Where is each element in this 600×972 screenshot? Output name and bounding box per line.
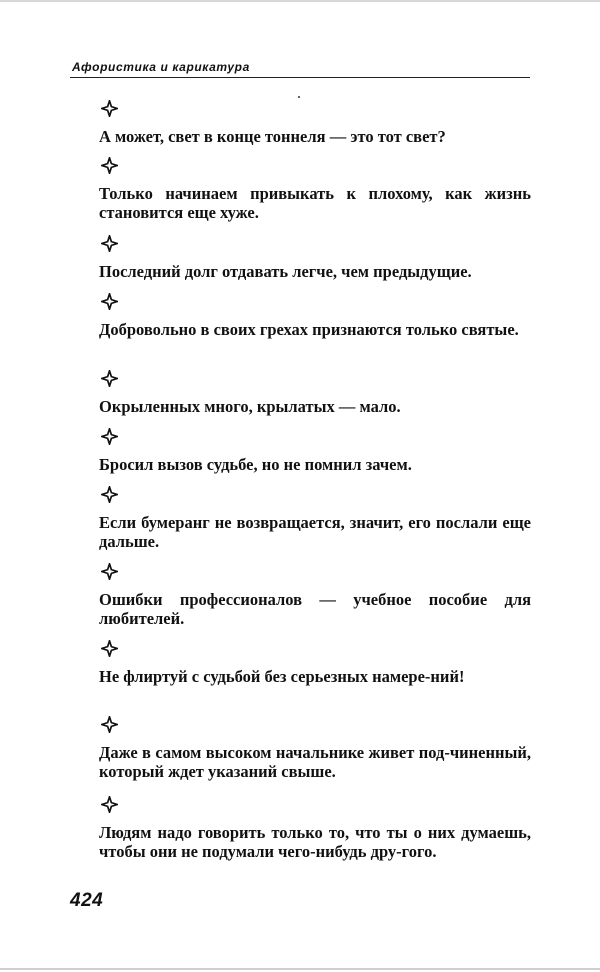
four-point-star-icon <box>101 370 118 387</box>
four-point-star-icon <box>101 428 118 445</box>
scan-speck <box>298 96 300 98</box>
aphorism-entry <box>99 716 531 781</box>
running-title: Афористика и карикатура <box>72 60 250 74</box>
aphorism-text: Окрыленных много, крылатых — мало. <box>99 397 401 416</box>
aphorism-text: Даже в самом высоком начальнике живет под-чиненный, который ждет указаний свыше. <box>99 743 531 781</box>
aphorism-entry <box>99 235 531 281</box>
scan-top-edge <box>0 0 600 2</box>
aphorism-entry <box>99 157 531 222</box>
four-point-star-icon <box>101 235 118 252</box>
aphorism-text: Людям надо говорить только то, что ты о них думаешь, чтобы они не подумали чего-нибудь дру-гого. <box>99 823 531 861</box>
aphorism-entry <box>99 293 531 339</box>
aphorism-text: Если бумеранг не возвращается, значит, его послали еще дальше. <box>99 513 531 551</box>
aphorism-entry <box>99 370 531 416</box>
aphorism-entry <box>99 563 531 628</box>
aphorism-entry <box>99 640 531 686</box>
aphorism-text: Ошибки профессионалов — учебное пособие для любителей. <box>99 590 531 628</box>
aphorism-text: Только начинаем привыкать к плохому, как жизнь становится еще хуже. <box>99 184 531 222</box>
aphorism-entry <box>99 796 531 861</box>
four-point-star-icon <box>101 157 118 174</box>
four-point-star-icon <box>101 100 118 117</box>
four-point-star-icon <box>101 716 118 733</box>
four-point-star-icon <box>101 486 118 503</box>
header-rule <box>70 77 530 78</box>
aphorism-entry <box>99 428 531 474</box>
scan-bottom-edge <box>0 968 600 970</box>
aphorism-text: Бросил вызов судьбе, но не помнил зачем. <box>99 455 412 474</box>
four-point-star-icon <box>101 293 118 310</box>
four-point-star-icon <box>101 640 118 657</box>
aphorism-text: Добровольно в своих грехах признаются только святые. <box>99 320 519 339</box>
aphorism-text: А может, свет в конце тоннеля — это тот свет? <box>99 127 446 146</box>
four-point-star-icon <box>101 796 118 813</box>
aphorism-text: Последний долг отдавать легче, чем предыдущие. <box>99 262 472 281</box>
aphorism-text: Не флиртуй с судьбой без серьезных намере-ний! <box>99 667 465 686</box>
aphorism-entry <box>99 100 531 146</box>
four-point-star-icon <box>101 563 118 580</box>
aphorism-entry <box>99 486 531 551</box>
page-number: 424 <box>70 890 104 911</box>
